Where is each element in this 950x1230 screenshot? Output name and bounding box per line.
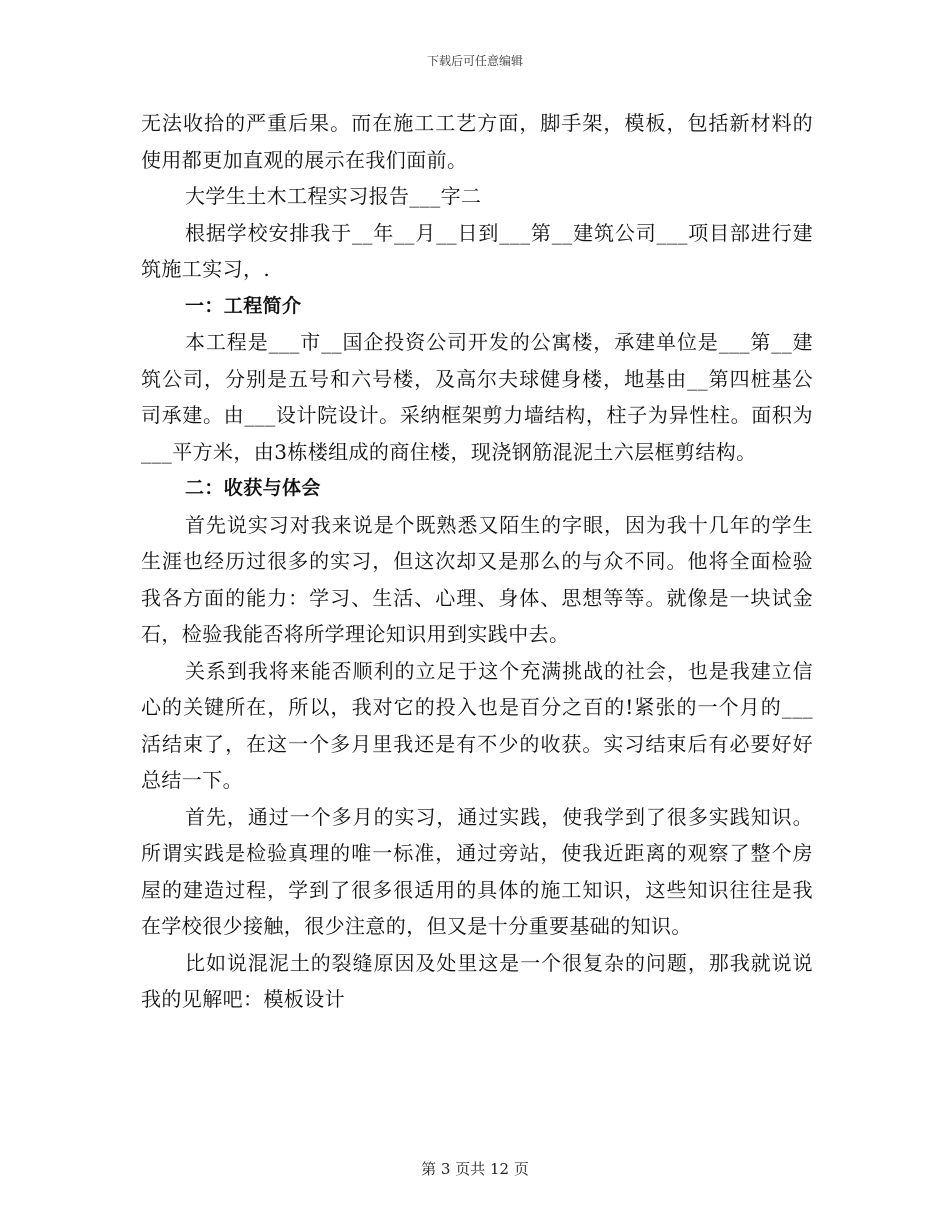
subtitle-line: 大学生土木工程实习报告___字二 bbox=[185, 184, 482, 208]
paragraph-continuation: 无法收拾的严重后果。而在施工工艺方面，脚手架，模板，包括新材料的使用都更加直观的展示在我们面前。 bbox=[141, 111, 813, 172]
paragraph-gains-1: 首先说实习对我来说是个既熟悉又陌生的字眼，因为我十几年的学生生涯也经历过很多的实习，但这次却又是那么的与众不同。他将全面检验我各方面的能力：学习、生活、心理、身体、思想等等。就像是一块试金石，检验我能否将所学理论知识用到实践中去。 bbox=[141, 512, 813, 646]
paragraph-intro: 根据学校安排我于__年__月__日到___第__建筑公司___项目部进行建筑施工实习，. bbox=[141, 220, 813, 281]
page-header-note: 下载后可任意编辑 bbox=[426, 54, 523, 68]
document-body bbox=[141, 105, 813, 1018]
page-number-footer: 第 3 页共 12 页 bbox=[421, 1160, 529, 1178]
paragraph-project-overview: 本工程是___市__国企投资公司开发的公寓楼，承建单位是___第__建筑公司，分别是五号和六号楼，及高尔夫球健身楼，地基由__第四桩基公司承建。由___设计院设计。采纳框架剪力墙结构，柱子为异性柱。面积为___平方米，由3栋楼组成的商住楼，现浇钢筋混泥土六层框剪结构。 bbox=[141, 330, 813, 464]
paragraph-gains-3: 首先，通过一个多月的实习，通过实践，使我学到了很多实践知识。所谓实践是检验真理的唯一标准，通过旁站，使我近距离的观察了整个房屋的建造过程，学到了很多很适用的具体的施工知识，这些知识往往是我在学校很少接触，很少注意的，但又是十分重要基础的知识。 bbox=[141, 804, 813, 938]
section-heading-project-overview: 一：工程简介 bbox=[185, 294, 302, 317]
paragraph-gains-2: 关系到我将来能否顺利的立足于这个充满挑战的社会，也是我建立信心的关键所在，所以，我对它的投入也是百分之百的!紧张的一个月的___活结束了，在这一个多月里我还是有不少的收获。实习结束后有必要好好总结一下。 bbox=[141, 658, 813, 792]
paragraph-gains-4: 比如说混泥土的裂缝原因及处里这是一个很复杂的问题，那我就说说我的见解吧：模板设计 bbox=[141, 950, 813, 1011]
section-heading-gains: 二：收获与体会 bbox=[185, 477, 321, 499]
